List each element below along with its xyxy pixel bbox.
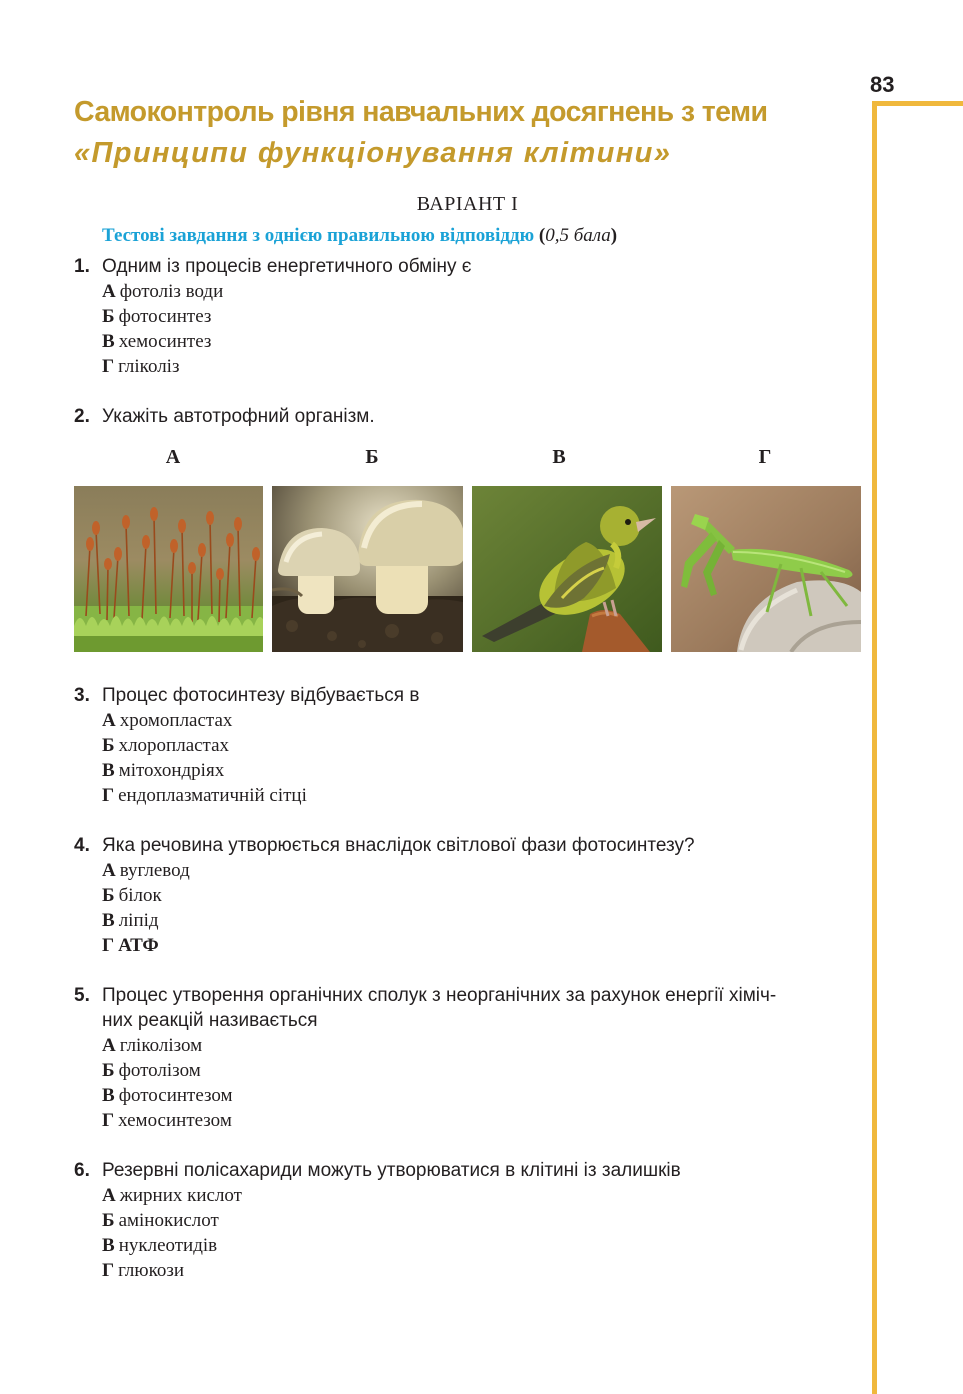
answer-option: А хромопластах <box>102 710 233 731</box>
question-5 <box>74 983 874 1033</box>
image-label-a: А <box>165 446 181 468</box>
question-number: 3. <box>74 685 90 706</box>
answer-option: А вуглевод <box>102 860 190 881</box>
answer-option: Г глюкози <box>102 1260 185 1281</box>
answer-option: Г хемосинтезом <box>102 1110 232 1131</box>
question-3 <box>74 683 874 708</box>
page-title-line2: «Принципи функціонування клітини» <box>74 137 672 169</box>
answer-option: А фотоліз води <box>102 281 224 302</box>
question-text-cont: них реакцій називається <box>102 1010 318 1031</box>
answer-option: Б хлоропластах <box>102 735 230 756</box>
mantis-image <box>671 486 861 652</box>
answer-option: Г АТФ <box>102 935 159 956</box>
answer-option: В мітохондріях <box>102 760 225 781</box>
page-title-line1: Самоконтроль рівня навчальних досягнень з теми <box>74 96 768 128</box>
page-frame-top <box>872 101 963 106</box>
question-text: Укажіть автотрофний організм. <box>102 406 375 427</box>
question-text: Процес утворення органічних сполук з неорганічних за рахунок енергії хіміч- <box>102 985 777 1006</box>
answer-option: А жирних кислот <box>102 1185 242 1206</box>
section-heading <box>102 225 617 247</box>
question-number: 5. <box>74 985 90 1006</box>
question-text: Яка речовина утворюється внаслідок світлової фази фотосинтезу? <box>102 835 695 856</box>
section-points: (0,5 бала) <box>538 225 618 246</box>
answer-option: Б фотосинтез <box>102 306 212 327</box>
question-text: Резервні полісахариди можуть утворюватися в клітині із залишків <box>102 1160 681 1181</box>
answer-option: Б фотолізом <box>102 1060 201 1081</box>
answer-option: В нуклеотидів <box>102 1235 218 1256</box>
variant-heading: ВАРІАНТ І <box>416 193 519 215</box>
answer-option: Г гліколіз <box>102 356 180 377</box>
question-2 <box>74 404 874 429</box>
answer-option: В хемосинтез <box>102 331 212 352</box>
answer-option: В ліпід <box>102 910 159 931</box>
mushroom-image <box>272 486 463 652</box>
question-text: Одним із процесів енергетичного обміну є <box>102 256 472 277</box>
image-label-v: В <box>552 446 566 468</box>
answer-option: В фотосинтезом <box>102 1085 233 1106</box>
answer-option: Б амінокислот <box>102 1210 219 1231</box>
page-number: 83 <box>870 72 895 97</box>
answer-option: Б білок <box>102 885 162 906</box>
image-label-g: Г <box>758 446 772 468</box>
question-number: 2. <box>74 406 90 427</box>
answer-option: Г ендоплазматичній сітці <box>102 785 307 806</box>
bird-image <box>472 486 662 652</box>
page-frame-side <box>872 101 877 1394</box>
section-title: Тестові завдання з однією правильною відповіддю <box>102 225 535 246</box>
question-text: Процес фотосинтезу відбувається в <box>102 685 420 706</box>
image-label-b: Б <box>365 446 379 468</box>
answer-option: А гліколізом <box>102 1035 203 1056</box>
question-number: 1. <box>74 256 90 277</box>
question-number: 4. <box>74 835 90 856</box>
question-6 <box>74 1158 874 1183</box>
question-4 <box>74 833 874 858</box>
question-1 <box>74 254 874 279</box>
question-number: 6. <box>74 1160 90 1181</box>
moss-image <box>74 486 263 652</box>
